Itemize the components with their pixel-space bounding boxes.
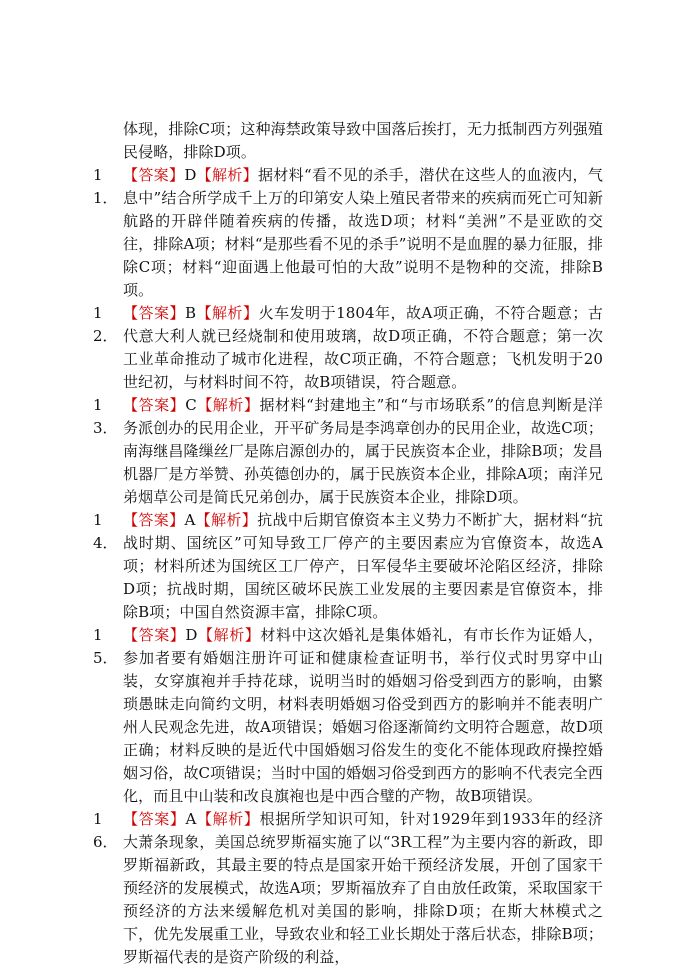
question-number: 16．	[93, 810, 118, 851]
answer-item-14	[93, 509, 603, 624]
analysis-text: 火车发明于1804年，故A项正确，不符合题意；古代意大利人就已经烧制和使用玻璃，故D项正确，不符合题意；第一次工业革命推动了城市化进程，故C项正确，不符合题意；飞机发明于20世纪初，与材料时间不符，故B项错误，符合题意。	[123, 304, 603, 391]
answer-letter: A	[185, 810, 197, 828]
analysis-text: 据材料“看不见的杀手，潜伏在这些人的血液内，气息中”结合所学成千上万的印第安人染上殖民者带来的疾病而死亡可知新航路的开辟伴随着疾病的传播，故选D项；材料“美洲”不是亚欧的交往，排除A项；材料“是那些看不见的杀手”说明不是血腥的暴力征服，排除C项；材料“迎面遇上他最可怕的大敌”说明不是物种的交流，排除B项。	[123, 166, 603, 299]
analysis-text: 抗战中后期官僚资本主义势力不断扩大，据材料“抗战时期、国统区”可知导致工厂停产的主要因素应为官僚资本，故选A项；材料所述为国统区工厂停产，日军侵华主要破坏沦陷区经济，排除D项；抗战时期，国统区破坏民族工业发展的主要因素是官僚资本，排除B项；中国自然资源丰富，排除C项。	[123, 511, 603, 621]
analysis-tag: 【解析】	[195, 511, 258, 529]
question-number: 15．	[93, 626, 118, 667]
answer-key-content	[93, 118, 603, 969]
answer-letter: C	[185, 396, 197, 414]
question-number: 11．	[93, 166, 118, 207]
answer-tag: 【答案】	[123, 304, 186, 322]
analysis-text: 据材料“封建地主”和“与市场联系”的信息判断是洋务派创办的民用企业，开平矿务局是李鸿章创办的民用企业，故选C项；南海继昌隆缫丝厂是陈启源创办的，属于民族资本企业，排除B项；发昌机器厂是方举赞、孙英德创办的，属于民族资本企业，排除A项；南洋兄弟烟草公司是简氏兄弟创办，属于民族资本企业，排除D项。	[123, 396, 603, 506]
answer-item-11	[93, 164, 603, 302]
answer-tag: 【答案】	[123, 166, 185, 184]
answer-item-12	[93, 302, 603, 394]
answer-tag: 【答案】	[123, 626, 186, 644]
answer-tag: 【答案】	[123, 511, 185, 529]
analysis-tag: 【解析】	[196, 304, 259, 322]
answer-letter: B	[185, 304, 197, 322]
continuation-text: 体现，排除C项；这种海禁政策导致中国落后挨打，无力抵制西方列强殖民侵略，排除D项。	[123, 120, 603, 161]
question-number: 12．	[93, 304, 118, 345]
answer-item-15	[93, 624, 603, 808]
analysis-text: 材料中这次婚礼是集体婚礼，有市长作为证婚人，参加者要有婚姻注册许可证和健康检查证明书，举行仪式时男穿中山装，女穿旗袍并手持花球，说明当时的婚姻习俗受到西方的影响，由繁琐愚昧走向简约文明，材料表明婚姻习俗受到西方的影响并不能表明广州人民观念先进，故A项错误；婚姻习俗逐渐简约文明符合题意，故D项正确；材料反映的是近代中国婚姻习俗发生的变化不能体现政府操控婚姻习俗，故C项错误；当时中国的婚姻习俗受到西方的影响不代表完全西化，而且中山装和改良旗袍也是中西合璧的产物，故B项错误。	[123, 626, 603, 805]
analysis-tag: 【解析】	[197, 626, 261, 644]
answer-letter: D	[184, 166, 197, 184]
question-number: 13．	[93, 396, 118, 437]
analysis-tag: 【解析】	[196, 810, 260, 828]
analysis-text: 根据所学知识可知，针对1929年到1933年的经济大萧条现象，美国总统罗斯福实施了以“3R工程”为主要内容的新政，即罗斯福新政，其最主要的特点是国家开始干预经济发展，开创了国家干预经济的发展模式，故选A项；罗斯福放弃了自由放任政策，采取国家干预经济的方法来缓解危机对美国的影响，排除D项；在斯大林模式之下，优先发展重工业，导致农业和轻工业长期处于落后状态，排除B项；罗斯福代表的是资产阶级的利益，	[123, 810, 604, 966]
analysis-tag: 【解析】	[196, 396, 260, 414]
answer-letter: D	[185, 626, 198, 644]
answer-tag: 【答案】	[123, 396, 186, 414]
answer-item-16	[93, 808, 603, 969]
answer-item-13	[93, 394, 603, 509]
answer-letter: A	[184, 511, 196, 529]
question-number: 14．	[93, 511, 118, 552]
analysis-tag: 【解析】	[196, 166, 258, 184]
answer-tag: 【答案】	[123, 810, 186, 828]
continuation-paragraph	[93, 118, 603, 164]
